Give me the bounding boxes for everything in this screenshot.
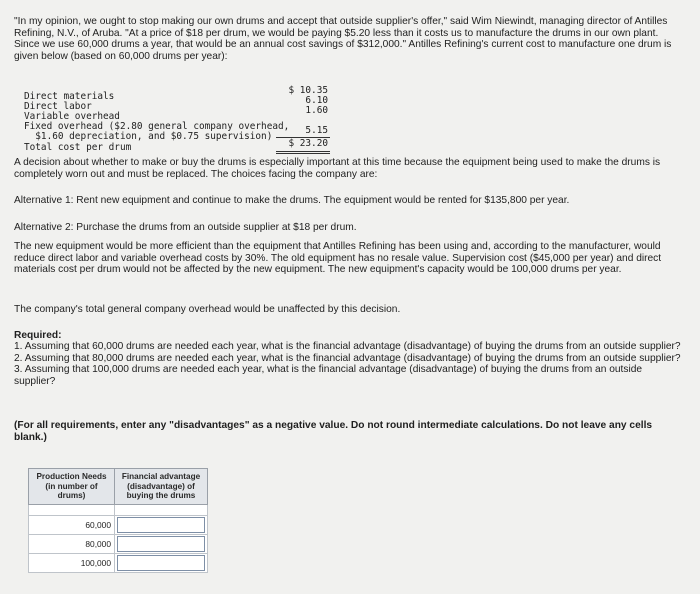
- required-list: [14, 341, 686, 387]
- overhead-paragraph: The company's total general company overhead would be unaffected by this decision.: [14, 304, 401, 315]
- cost-label-direct-materials: Direct materials: [24, 91, 115, 102]
- table-spacer-row: [29, 504, 208, 515]
- cost-value-total: $ 23.20: [288, 138, 328, 149]
- answer-input-80000[interactable]: [117, 536, 205, 552]
- table-row: [29, 515, 208, 534]
- decision-paragraph: A decision about whether to make or buy the drums is especially important at this time because the equipment being used to make the drums is completely worn out and must be replaced. The choices facing the company are:: [14, 157, 661, 180]
- required-heading: Required:: [14, 330, 62, 341]
- answer-input-60000[interactable]: [117, 517, 205, 533]
- required-item-2: 2. Assuming that 80,000 drums are needed each year, what is the financial advantage (disadvantage) of buying the drums from an outside supplier?: [14, 352, 681, 364]
- cost-value-direct-labor: 6.10: [305, 95, 328, 106]
- cost-label-fixed-overhead-detail: $1.60 depreciation, and $0.75 supervision): [24, 131, 273, 142]
- cost-value-direct-materials: $ 10.35: [288, 85, 328, 96]
- need-100000: 100,000: [29, 553, 115, 572]
- header-production-needs: Production Needs (in number of drums): [29, 469, 115, 505]
- table-row: [29, 534, 208, 553]
- cost-label-direct-labor: Direct labor: [24, 101, 92, 112]
- total-double-rule: [276, 151, 330, 154]
- cost-label-fixed-overhead: Fixed overhead ($2.80 general company overhead,: [24, 121, 290, 132]
- table-row: [29, 553, 208, 572]
- alternative-2: Alternative 2: Purchase the drums from an outside supplier at $18 per drum.: [14, 222, 357, 233]
- alternative-1: Alternative 1: Rent new equipment and continue to make the drums. The equipment would be rented for $135,800 per year.: [14, 195, 570, 206]
- intro-paragraph: "In my opinion, we ought to stop making our own drums and accept that outside supplier's offer," said Wim Niewindt, managing director of Antilles Refining, N.V., of Aruba. "At a price of $18 per drum, we would be paying $5.20 less than it costs us to manufacture the drums in our own plant. Since we use 60,000 drums a year, that would be an annual cost savings of $312,000." Antilles Refining's current cost to manufacture one drum is given below (based on 60,000 drums per year):: [14, 16, 672, 62]
- equipment-paragraph: The new equipment would be more efficient than the equipment that Antilles Refining has been using and, according to the manufacturer, would reduce direct labor and variable overhead costs by 30%. The old equipment has no resale value. Supervision cost ($45,000 per year) and direct materials cost per drum would not be affected by the new equipment. The new equipment's capacity would be 100,000 drums per year.: [14, 241, 662, 276]
- answer-table: [28, 468, 208, 573]
- required-item-3: 3. Assuming that 100,000 drums are needed each year, what is the financial advantage (disadvantage) of buying the drums from an outside supplier?: [14, 364, 643, 387]
- cost-label-variable-overhead: Variable overhead: [24, 111, 120, 122]
- cost-value-fixed-overhead: 5.15: [305, 125, 328, 136]
- cost-value-variable-overhead: 1.60: [305, 105, 328, 116]
- cost-label-total: Total cost per drum: [24, 142, 132, 153]
- required-item-1: 1. Assuming that 60,000 drums are needed each year, what is the financial advantage (disadvantage) of buying the drums from an outside supplier?: [14, 341, 681, 352]
- need-60000: 60,000: [29, 515, 115, 534]
- need-80000: 80,000: [29, 534, 115, 553]
- instructions: (For all requirements, enter any "disadvantages" as a negative value. Do not round intermediate calculations. Do not leave any cells blank.): [14, 420, 653, 443]
- header-financial-advantage: Financial advantage (disadvantage) of buying the drums: [115, 469, 208, 505]
- answer-input-100000[interactable]: [117, 555, 205, 571]
